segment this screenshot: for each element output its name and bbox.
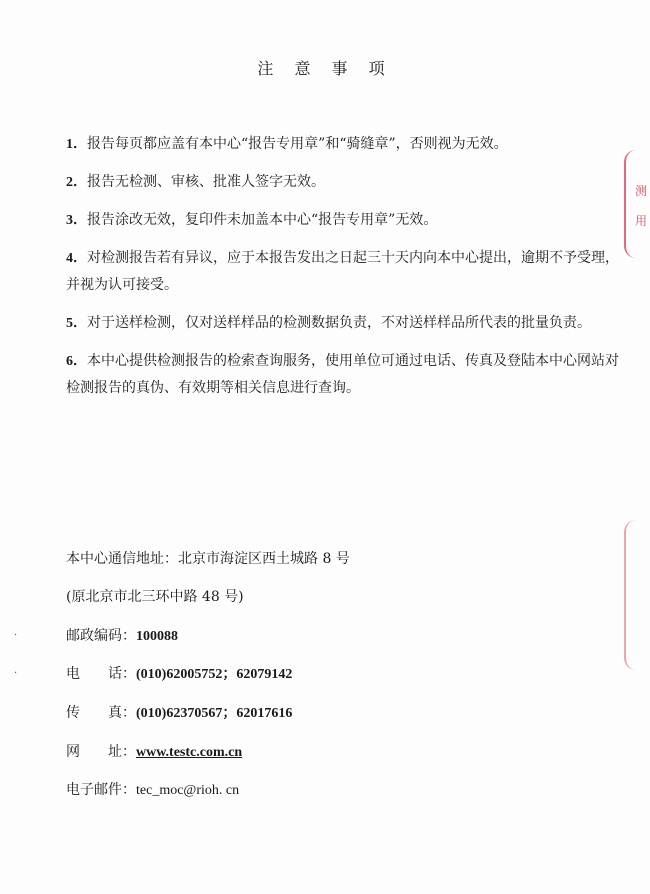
note-item (66, 207, 628, 234)
scan-speck: · (14, 630, 18, 641)
scan-speck: · (14, 668, 18, 679)
notes-list (66, 131, 628, 413)
postcode-value: 100088 (136, 629, 178, 644)
note-text: 报告每页都应盖有本中心“报告专用章”和“骑缝章”，否则视为无效。 (87, 136, 508, 152)
note-number: 6． (66, 354, 87, 369)
note-text: 本中心提供检测报告的检索查询服务，使用单位可通过电话、传真及登陆本中心网站对检测报告的真伪、有效期等相关信息进行查询。 (66, 353, 619, 396)
note-item (66, 131, 628, 158)
contact-fax (66, 703, 292, 724)
contact-email (66, 780, 239, 801)
postcode-label: 邮政编码： (66, 628, 136, 644)
note-number: 1． (66, 137, 87, 152)
contact-postcode (66, 626, 178, 647)
email-label: 电子邮件： (66, 782, 136, 798)
phone-label: 电 话： (66, 666, 136, 682)
note-text: 对于送样检测，仅对送样样品的检测数据负责，不对送样样品所代表的批量负责。 (87, 315, 591, 331)
fax-label: 传 真： (66, 705, 136, 721)
seal-fragment-bottom (624, 520, 650, 670)
note-number: 4． (66, 251, 87, 266)
note-item (66, 169, 628, 196)
page-title: 注 意 事 项 (257, 59, 393, 78)
note-text: 报告无检测、审核、批准人签字无效。 (87, 174, 325, 190)
contact-phone (66, 664, 292, 685)
email-value: tec_moc@rioh. cn (136, 783, 240, 798)
seal-char: 用 (634, 214, 647, 228)
note-number: 2． (66, 175, 87, 190)
note-item (66, 310, 628, 337)
contact-website (66, 742, 242, 763)
note-text: 对检测报告若有异议，应于本报告发出之日起三十天内向本中心提出，逾期不予受理，并视为认可接受。 (66, 250, 619, 293)
website-label: 网 址： (66, 744, 136, 760)
seal-fragment-top (624, 150, 650, 258)
note-number: 3． (66, 213, 87, 228)
contact-old-address: (原北京市北三环中路 48 号) (66, 589, 244, 605)
address-label: 本中心通信地址： (66, 551, 178, 567)
note-number: 5． (66, 316, 87, 331)
phone-value: (010)62005752；62079142 (136, 667, 293, 682)
contact-address (66, 549, 350, 569)
address-value: 北京市海淀区西土城路 8 号 (178, 551, 350, 567)
note-item (66, 348, 628, 402)
note-text: 报告涂改无效，复印件未加盖本中心“报告专用章”无效。 (87, 212, 438, 228)
seal-char: 测 (634, 184, 647, 198)
note-item (66, 245, 628, 299)
website-link[interactable]: www.testc.com.cn (136, 745, 243, 760)
fax-value: (010)62370567；62017616 (136, 706, 293, 721)
